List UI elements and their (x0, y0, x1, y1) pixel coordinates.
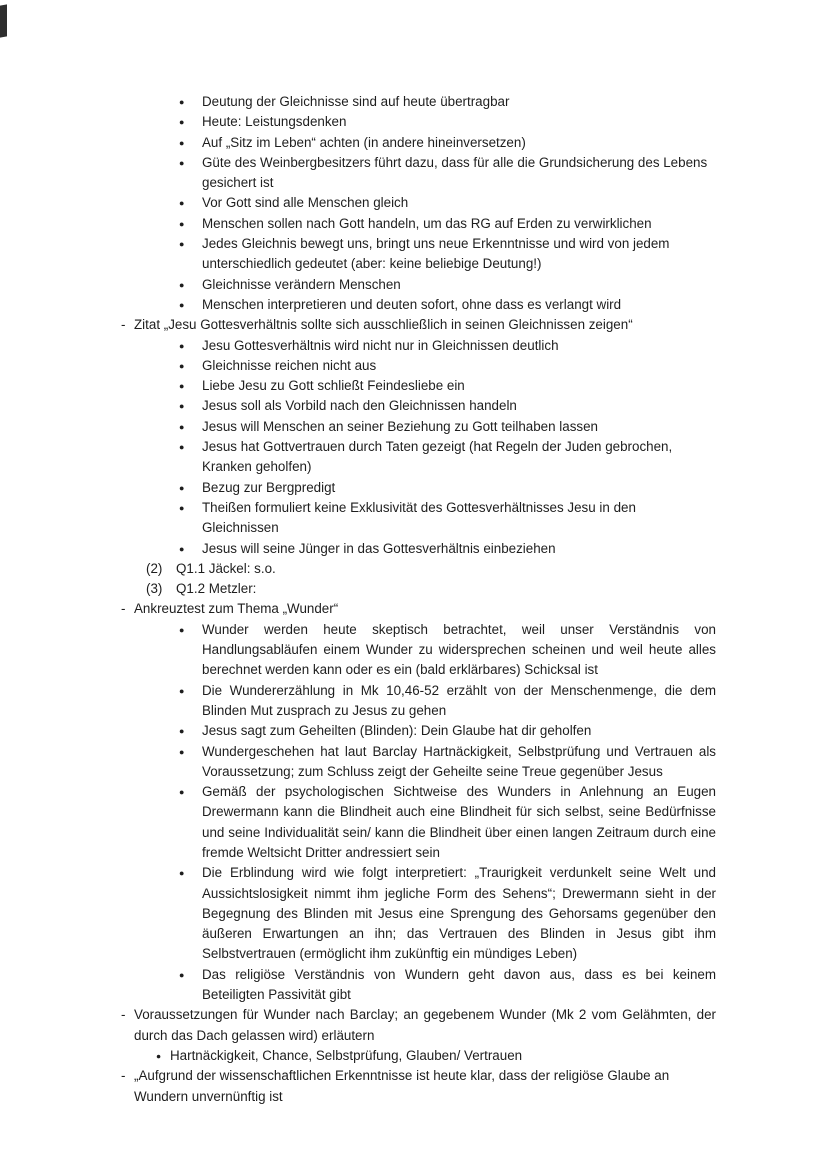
dash-marker: - (121, 317, 126, 333)
bullet-item (0, 133, 828, 153)
bullet-icon: ● (179, 421, 185, 432)
item-text: Ankreuztest zum Thema „Wunder“ (134, 601, 339, 617)
bullet-icon: ● (179, 137, 185, 148)
item-text: Jesus soll als Vorbild nach den Gleichnissen handeln (202, 398, 517, 414)
item-text: Güte des Weinbergbesitzers führt dazu, dass für alle die Grundsicherung des Lebens gesichert ist (202, 154, 708, 191)
bullet-icon: ● (179, 299, 185, 310)
item-text: Jesus hat Gottvertrauen durch Taten gezeigt (hat Regeln der Juden gebrochen, Kranken geholfen) (202, 439, 673, 475)
item-text: Jesu Gottesverhältnis wird nicht nur in Gleichnissen deutlich (202, 337, 559, 353)
bullet-icon: ● (179, 726, 185, 737)
bullet-item (0, 539, 828, 559)
bullet-icon: ● (179, 340, 185, 351)
bullet-icon: ● (179, 543, 185, 554)
corner-artifact (0, 4, 7, 37)
dash-item (0, 1005, 828, 1046)
item-text: Das religiöse Verständnis von Wundern geht davon aus, dass es bei keinem Beteiligten Passivität gibt (202, 966, 716, 1003)
item-text: Menschen sollen nach Gott handeln, um das RG auf Erden zu verwirklichen (202, 215, 652, 231)
dash-marker: - (121, 601, 126, 617)
numbered-item (0, 579, 828, 599)
bullet-item (0, 275, 828, 295)
dash-marker: - (121, 1068, 126, 1084)
item-text: Jesus sagt zum Geheilten (Blinden): Dein Glaube hat dir geholfen (202, 723, 592, 739)
dash-item (0, 315, 828, 335)
bullet-icon: ● (179, 502, 185, 513)
bullet-item (0, 681, 828, 722)
dash-marker: - (121, 1007, 126, 1023)
bullet-item (0, 965, 828, 1006)
bullet-item (0, 396, 828, 416)
bullet-item (0, 498, 828, 539)
bullet-icon: ● (179, 117, 185, 128)
bullet-icon: ● (179, 198, 185, 209)
bullet-item (0, 153, 828, 194)
item-text: Menschen interpretieren und deuten sofort, ohne dass es verlangt wird (202, 296, 622, 312)
item-text: Voraussetzungen für Wunder nach Barclay; an gegebenem Wunder (Mk 2 vom Gelähmten, der durch das Dach gelassen wird) erläutern (134, 1007, 716, 1043)
bullet-item (0, 1046, 828, 1066)
bullet-item (0, 782, 828, 863)
bullet-icon: ● (179, 482, 185, 493)
item-text: Deutung der Gleichnisse sind auf heute übertragbar (202, 94, 510, 109)
bullet-icon: ● (179, 97, 185, 107)
item-text: Q1.2 Metzler: (176, 581, 257, 597)
bullet-item (0, 214, 828, 234)
bullet-icon: ● (179, 218, 185, 229)
item-text: Jesus will Menschen an seiner Beziehung zu Gott teilhaben lassen (202, 418, 598, 434)
bullet-item (0, 92, 828, 112)
bullet-icon: ● (179, 442, 185, 453)
bullet-icon: ● (179, 685, 185, 696)
item-text: Vor Gott sind alle Menschen gleich (202, 195, 409, 211)
item-text: Gleichnisse verändern Menschen (202, 276, 401, 292)
item-text: Die Wundererzählung in Mk 10,46-52 erzählt von der Menschenmenge, die dem Blinden Mut zusprach zu Jesus zu gehen (202, 682, 716, 718)
bullet-icon: ● (179, 157, 185, 168)
bullet-item (0, 356, 828, 376)
bullet-item (0, 112, 828, 132)
bullet-item (0, 417, 828, 437)
bullet-item (0, 620, 828, 681)
item-text: Die Erblindung wird wie folgt interpretiert: „Traurigkeit verdunkelt seine Welt und Aussichtslosigkeit nimmt ihm jegliche Form des Sehens“; Drewermann sieht in der Begegnung des Blinden mit Jesus eine Sprengung des Gehorsams gegenüber den äußeren Erwartungen an ihn; das Vertrauen des Blinden in Jesus gibt ihm Selbstvertrauen (ermöglicht ihm zukünftig ein mündiges Leben) (202, 865, 716, 962)
bullet-icon: ● (179, 239, 185, 250)
item-number: (2) (146, 560, 163, 576)
bullet-icon: ● (179, 969, 185, 980)
numbered-item (0, 559, 828, 579)
item-number: (3) (146, 581, 163, 597)
item-text: Auf „Sitz im Leben“ achten (in andere hineinversetzen) (202, 134, 526, 150)
document-body (0, 92, 828, 1107)
bullet-item (0, 295, 828, 315)
bullet-icon: ● (179, 787, 185, 798)
item-text: Liebe Jesu zu Gott schließt Feindesliebe ein (202, 378, 465, 394)
bullet-item (0, 193, 828, 213)
item-text: Jesus will seine Jünger in das Gottesverhältnis einbeziehen (202, 540, 556, 556)
bullet-item (0, 478, 828, 498)
bullet-item (0, 376, 828, 396)
bullet-icon: ● (156, 1050, 162, 1061)
bullet-icon: ● (179, 381, 185, 392)
bullet-icon: ● (179, 360, 185, 371)
item-text: „Aufgrund der wissenschaftlichen Erkenntnisse ist heute klar, dass der religiöse Glaube an Wundern unvernünftig ist (134, 1068, 670, 1104)
bullet-item (0, 437, 828, 478)
item-text: Theißen formuliert keine Exklusivität des Gottesverhältnisses Jesu in den Gleichnissen (202, 499, 636, 536)
bullet-icon: ● (179, 401, 185, 412)
item-text: Wundergeschehen hat laut Barclay Hartnäckigkeit, Selbstprüfung und Vertrauen als Voraussetzung; zum Schluss zeigt der Geheilte seine Treue gegenüber Jesus (202, 743, 716, 779)
bullet-icon: ● (179, 279, 185, 290)
bullet-item (0, 742, 828, 783)
item-text: Gemäß der psychologischen Sichtweise des Wunders in Anlehnung an Eugen Drewermann kann die Blindheit auch eine Blindheit für sich selbst, seine Bedürfnisse und seine Individualität sein/ kann die Blindheit über einen langen Zeitraum durch eine fremde Weltsicht Dritter andressiert sein (202, 784, 716, 860)
item-text: Jedes Gleichnis bewegt uns, bringt uns neue Erkenntnisse und wird von jedem unterschiedlich gedeutet (aber: keine beliebige Deutung!) (202, 236, 670, 272)
item-text: Heute: Leistungsdenken (202, 114, 347, 130)
dash-item (0, 1066, 828, 1107)
bullet-icon: ● (179, 746, 185, 757)
bullet-icon: ● (179, 868, 185, 879)
bullet-item (0, 863, 828, 964)
bullet-item (0, 336, 828, 356)
item-text: Gleichnisse reichen nicht aus (202, 357, 377, 373)
item-text: Bezug zur Bergpredigt (202, 479, 336, 495)
bullet-icon: ● (179, 624, 185, 635)
dash-item (0, 599, 828, 619)
bullet-item (0, 721, 828, 741)
item-text: Hartnäckigkeit, Chance, Selbstprüfung, Glauben/ Vertrauen (170, 1047, 523, 1063)
item-text: Zitat „Jesu Gottesverhältnis sollte sich ausschließlich in seinen Gleichnissen zeigen“ (134, 317, 633, 333)
bullet-item (0, 234, 828, 275)
item-text: Q1.1 Jäckel: s.o. (176, 560, 276, 576)
item-text: Wunder werden heute skeptisch betrachtet, weil unser Verständnis von Handlungsabläufen einem Wunder zu widersprechen scheinen und weil heute alles berechnet werden kann oder es ein (bald erklärbares) Schicksal ist (202, 621, 716, 678)
